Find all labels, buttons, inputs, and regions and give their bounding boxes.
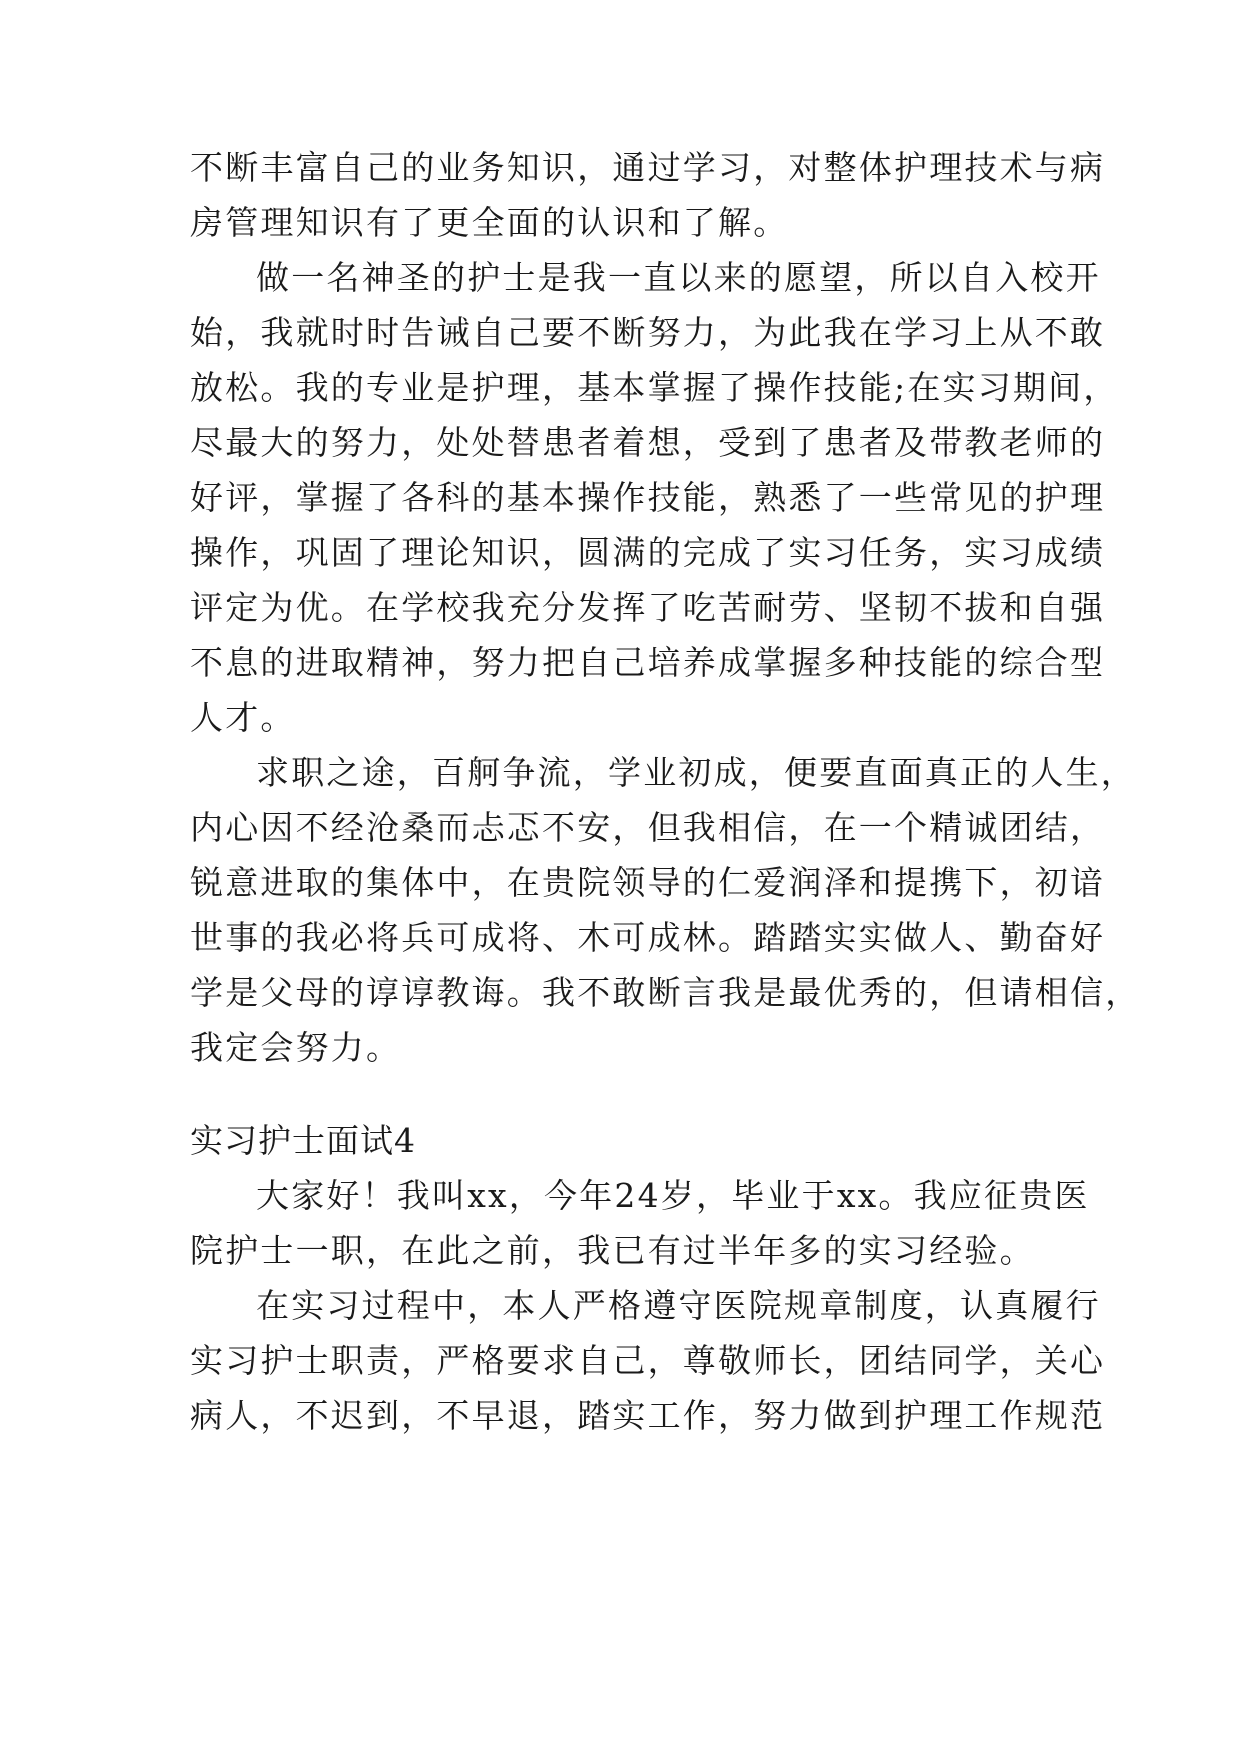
paragraph-line: 实习护士职责，严格要求自己，尊敬师长，团结同学，关心 (190, 1341, 1106, 1380)
paragraph-line: 操作，巩固了理论知识，圆满的完成了实习任务，实习成绩 (190, 533, 1106, 572)
paragraph-line: 放松。我的专业是护理，基本掌握了操作技能;在实习期间， (190, 368, 1119, 407)
paragraph-line: 房管理知识有了更全面的认识和了解。 (190, 203, 789, 242)
paragraph-line: 病人，不迟到，不早退，踏实工作，努力做到护理工作规范 (190, 1396, 1106, 1435)
paragraph-line: 大家好！我叫xx，今年24岁，毕业于xx。我应征贵医 (256, 1176, 1090, 1215)
section-heading: 实习护士面试4 (190, 1121, 416, 1160)
paragraph-line: 锐意进取的集体中，在贵院领导的仁爱润泽和提携下，初谙 (190, 863, 1106, 902)
paragraph-line: 尽最大的努力，处处替患者着想，受到了患者及带教老师的 (190, 423, 1106, 462)
paragraph-line: 不断丰富自己的业务知识，通过学习，对整体护理技术与病 (190, 148, 1106, 187)
paragraph-line: 求职之途，百舸争流，学业初成，便要直面真正的人生， (256, 753, 1136, 792)
paragraph-line: 院护士一职，在此之前，我已有过半年多的实习经验。 (190, 1231, 1035, 1270)
paragraph-line: 我定会努力。 (190, 1028, 402, 1067)
paragraph-line: 评定为优。在学校我充分发挥了吃苦耐劳、坚韧不拔和自强 (190, 588, 1106, 627)
paragraph-line: 在实习过程中，本人严格遵守医院规章制度，认真履行 (256, 1286, 1101, 1325)
paragraph-line: 始，我就时时告诫自己要不断努力，为此我在学习上从不敢 (190, 313, 1106, 352)
paragraph-line: 学是父母的谆谆教诲。我不敢断言我是最优秀的，但请相信， (190, 973, 1141, 1012)
paragraph-line: 世事的我必将兵可成将、木可成林。踏踏实实做人、勤奋好 (190, 918, 1106, 957)
paragraph-line: 人才。 (190, 698, 296, 737)
paragraph-line: 不息的进取精神，努力把自己培养成掌握多种技能的综合型 (190, 643, 1106, 682)
paragraph-line: 内心因不经沧桑而忐忑不安，但我相信，在一个精诚团结， (190, 808, 1106, 847)
paragraph-line: 做一名神圣的护士是我一直以来的愿望，所以自入校开 (256, 258, 1101, 297)
paragraph-line: 好评，掌握了各科的基本操作技能，熟悉了一些常见的护理 (190, 478, 1106, 517)
